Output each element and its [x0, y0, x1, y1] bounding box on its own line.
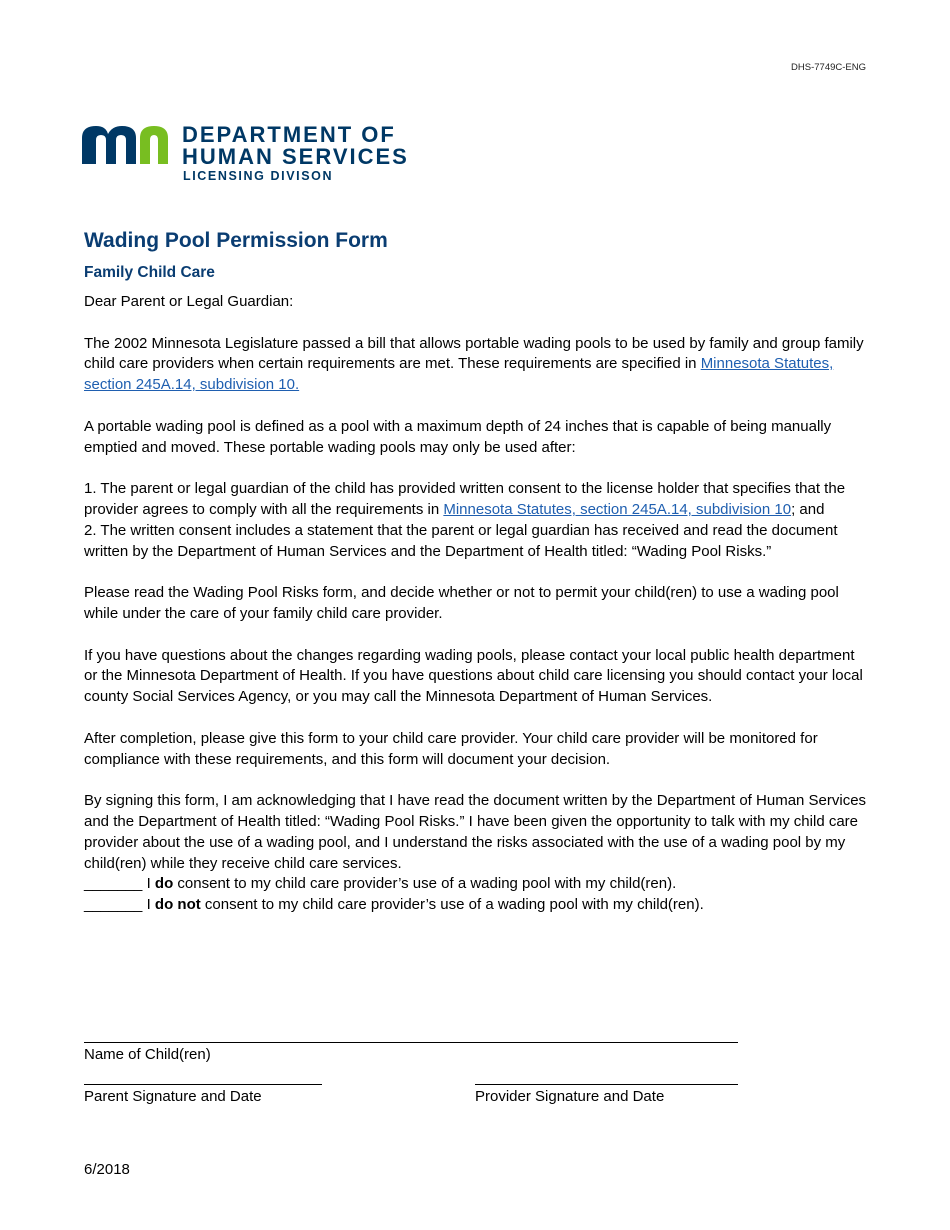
logo-line-2: HUMAN SERVICES [182, 144, 409, 169]
salutation: Dear Parent or Legal Guardian: [84, 293, 294, 310]
consent-do-bold: do [154, 875, 174, 893]
paragraph-instructions: Please read the Wading Pool Risks form, and decide whether or not to permit your child(ren) to use a wading pool while under the care of your family child care provider. [84, 584, 839, 622]
requirement-item-1 [84, 479, 870, 521]
form-id: DHS-7749C-ENG [791, 62, 866, 73]
paragraph-legislature [84, 334, 870, 396]
paragraph-definition: A portable wading pool is defined as a pool with a maximum depth of 24 inches that is capable of being manually emptied and moved. These portable wading pools may only be used after: [84, 417, 832, 456]
logo-line-3: LICENSING DIVISON [183, 169, 334, 183]
consent-i: I [142, 875, 155, 893]
paragraph-text: The 2002 Minnesota Legislature passed a bill that allows portable wading pools to be used by family and group family child care providers when certain requirements are met. These requirements are specified in [84, 334, 864, 373]
paragraph-completion: After completion, please give this form to your child care provider. Your child care provider will be monitored for compliance with these requirements, and this form will document your decision. [84, 729, 818, 768]
page-title: Wading Pool Permission Form [84, 229, 388, 252]
statute-link-2[interactable]: Minnesota Statutes, section 245A.14, subdivision 10 [443, 500, 792, 518]
form-body [84, 228, 870, 916]
child-name-label: Name of Child(ren) [84, 1046, 211, 1063]
child-name-line[interactable] [84, 1042, 738, 1043]
mn-logo-icon [82, 124, 174, 164]
requirement-item-2: 2. The written consent includes a statement that the parent or legal guardian has received and read the document written by the Department of Human Services and the Department of Health titled: “Wading Pool Risks.” [84, 521, 838, 560]
consent-do-option[interactable] [84, 874, 870, 895]
consent-do-not-text: consent to my child care provider’s use of a wading pool with my child(ren). [200, 896, 704, 914]
parent-signature-line[interactable] [84, 1084, 322, 1085]
consent-do-blank[interactable]: _______ [84, 875, 143, 893]
parent-signature-label: Parent Signature and Date [84, 1088, 262, 1105]
footer-date: 6/2018 [84, 1161, 130, 1178]
consent-do-not-bold: do not [154, 896, 201, 914]
paragraph-questions: If you have questions about the changes regarding wading pools, please contact your local public health department or the Minnesota Department of Health. If you have questions about child care licensing you should contact your local county Social Services Agency, or you may call the Minnesota Department of Human Services. [84, 646, 863, 706]
consent-do-not-option[interactable] [84, 895, 870, 916]
item-text: 1. The parent or legal guardian of the child has provided written consent to the license holder that specifies that the provider agrees to comply with all the requirements in [84, 480, 846, 518]
provider-signature-label: Provider Signature and Date [475, 1088, 665, 1105]
dhs-logo [82, 122, 409, 186]
logo-line-1: DEPARTMENT OF [182, 122, 396, 147]
provider-signature-line[interactable] [475, 1084, 738, 1085]
consent-i: I [142, 896, 155, 914]
consent-do-text: consent to my child care provider’s use of a wading pool with my child(ren). [173, 875, 677, 893]
item-text-after: ; and [791, 500, 825, 518]
page-subtitle: Family Child Care [84, 264, 215, 281]
consent-do-not-blank[interactable]: _______ [84, 896, 143, 914]
statute-link-1[interactable]: Minnesota Statutes, section 245A.14, subdivision 10. [84, 355, 834, 394]
paragraph-acknowledgment: By signing this form, I am acknowledging that I have read the document written by the Department of Human Services and the Department of Health titled: “Wading Pool Risks.” I have been given the opportunity to talk with my child care provider about the use of a wading pool, and I understand the risks associated with the use of a wading pool by my child(ren) while they receive child care services. [84, 792, 867, 872]
